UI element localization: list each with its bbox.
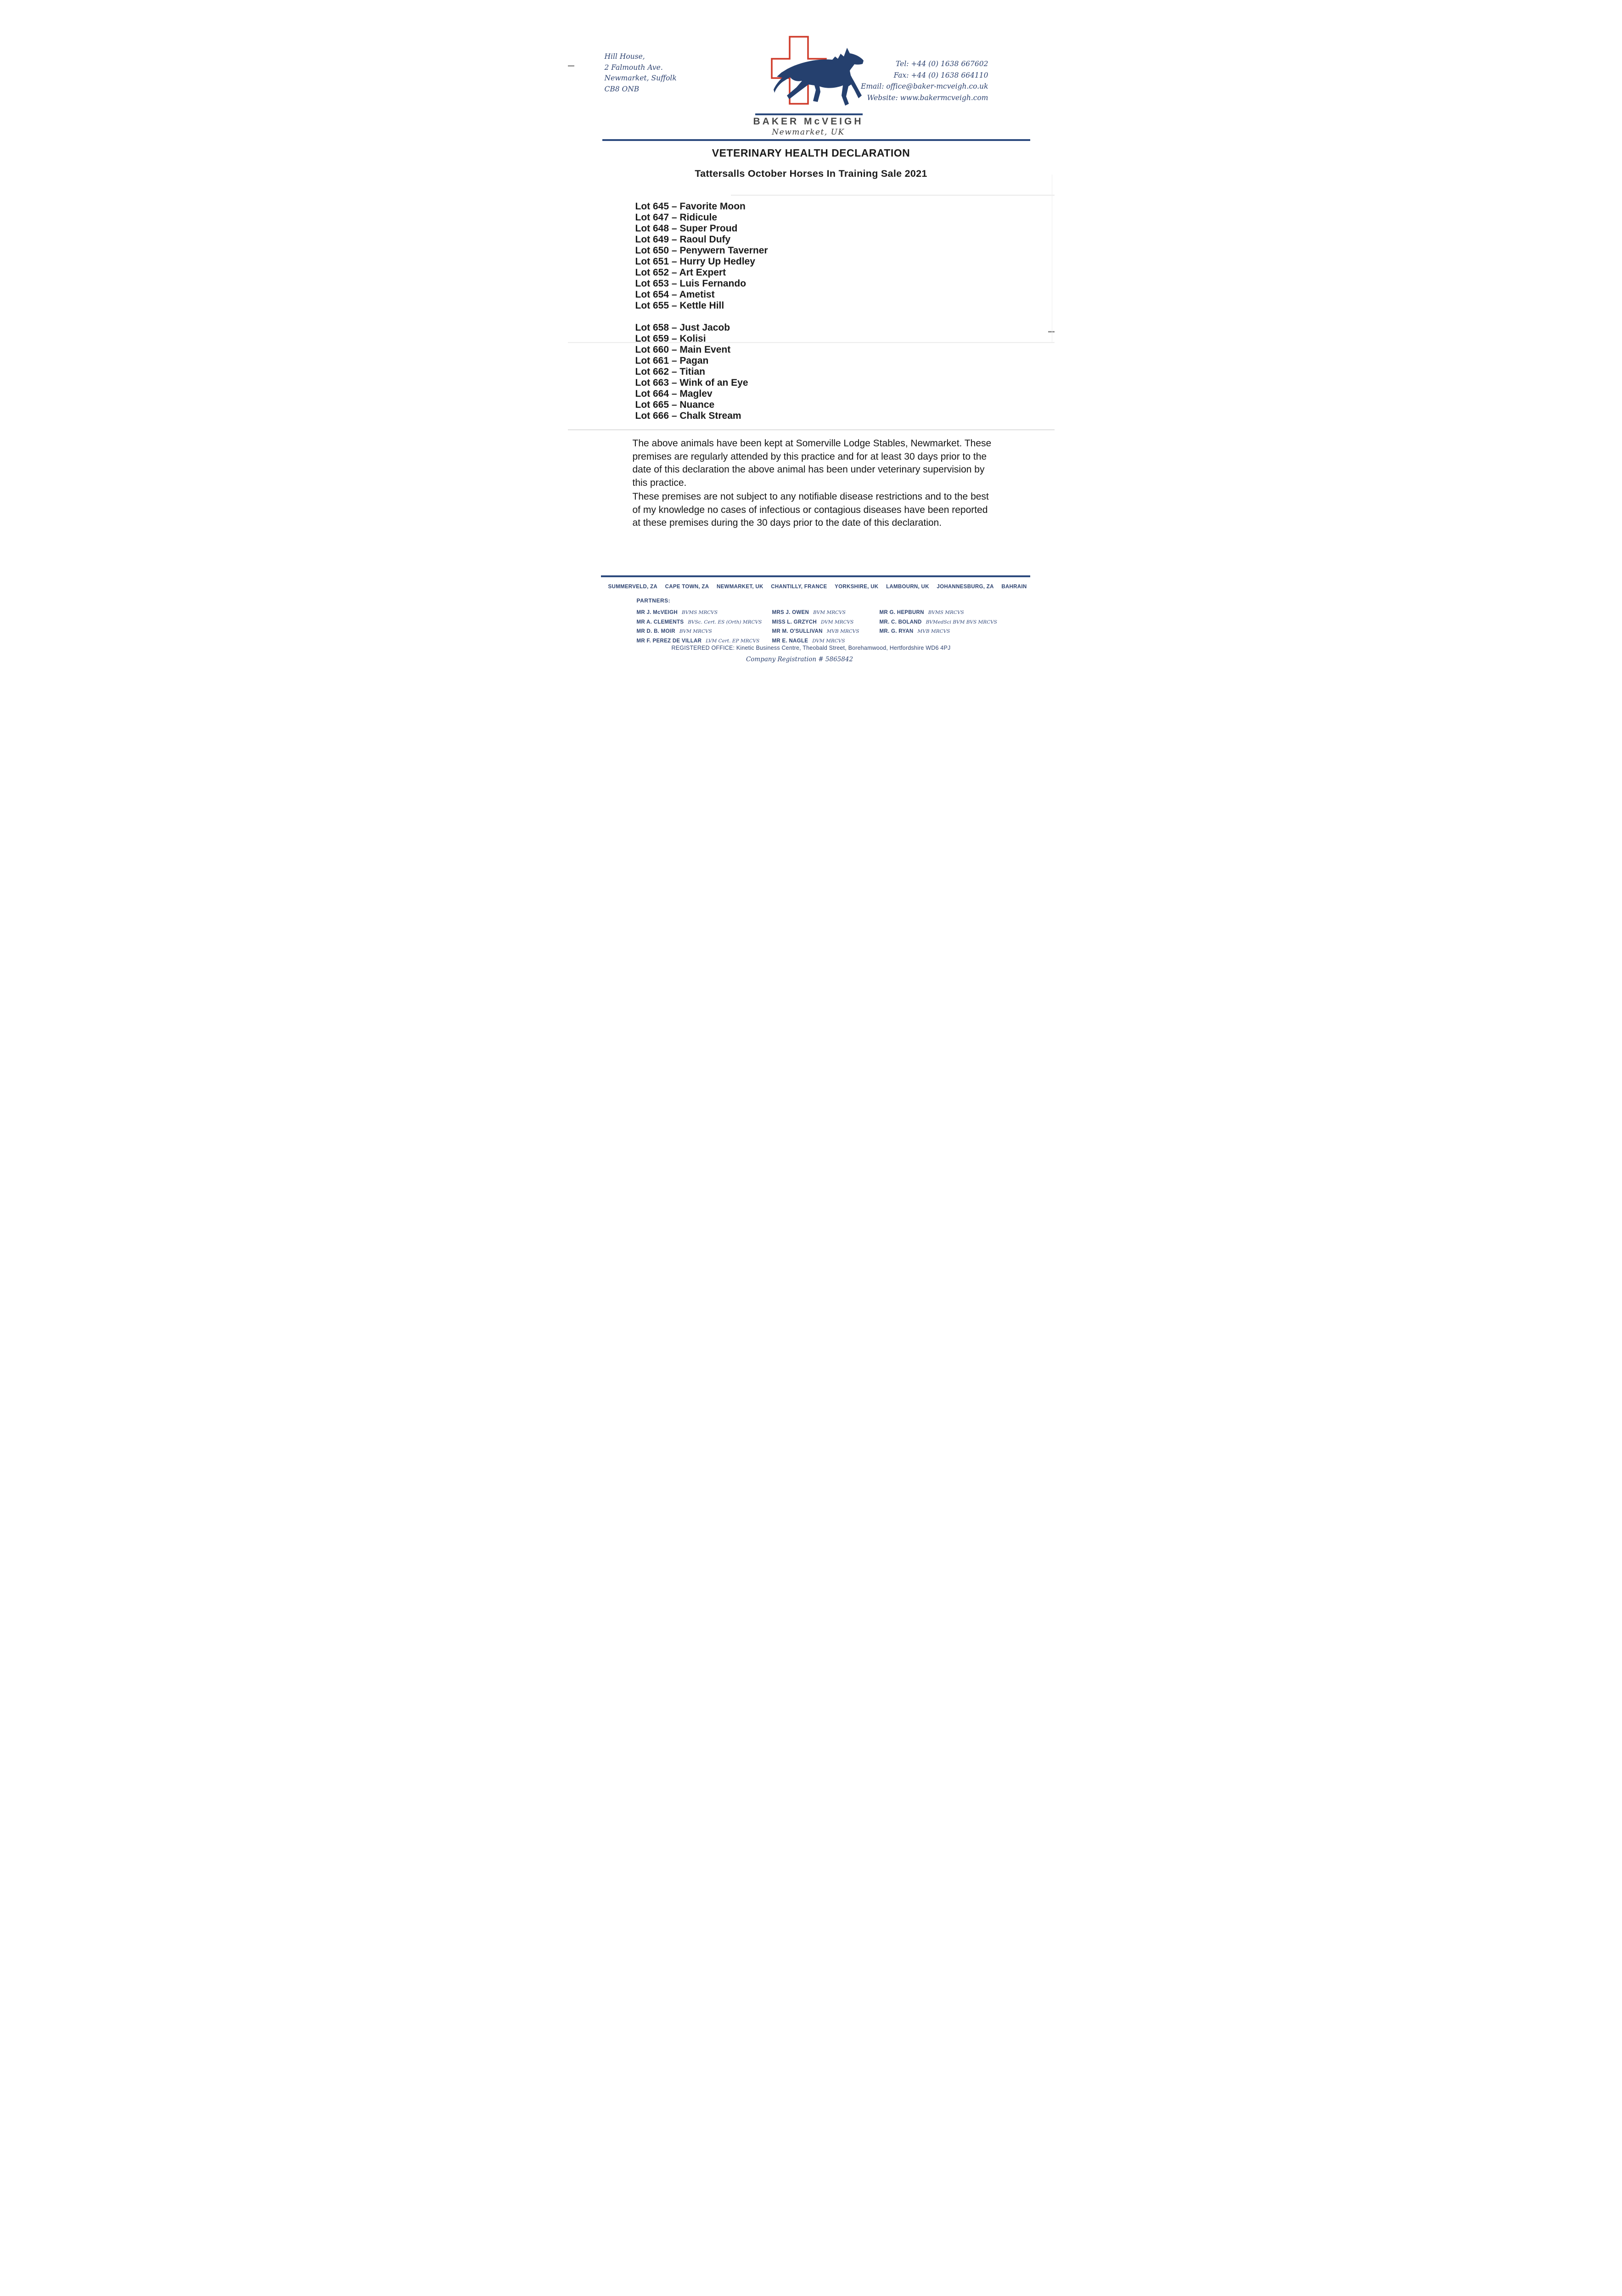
address-line: Newmarket, Suffolk — [604, 74, 677, 82]
partner-qualifications: BVM MRCVS — [813, 610, 846, 615]
partner-row — [880, 619, 998, 629]
paragraph-line: date of this declaration the above animal has been under veterinary supervision by — [632, 464, 985, 475]
lot-line: Lot 645 – Favorite Moon — [635, 201, 746, 212]
sender-address — [605, 51, 677, 95]
partner-qualifications: BVM MRCVS — [679, 629, 712, 634]
partner-row — [637, 610, 762, 619]
scan-edge-mark — [568, 65, 574, 67]
lot-line: Lot 666 – Chalk Stream — [635, 411, 741, 421]
partner-name: MRS J. OWEN — [772, 610, 809, 615]
lot-line: Lot 649 – Raoul Dufy — [635, 234, 731, 245]
partner-name: MR. G. RYAN — [879, 629, 914, 634]
lot-line: Lot 653 – Luis Fernando — [635, 278, 746, 289]
contact-line: Fax: +44 (0) 1638 664110 — [893, 71, 988, 79]
partner-name: MR F. PEREZ DE VILLAR — [636, 638, 702, 644]
paragraph-line: premises are regularly attended by this practice and for at least 30 days prior to the — [632, 451, 987, 462]
paragraph-line: this practice. — [632, 477, 687, 488]
contact-line: Email: office@baker-mcveigh.co.uk — [861, 82, 988, 90]
logo-underline — [755, 113, 863, 115]
logo-wordmark: BAKER McVEIGH — [753, 116, 864, 127]
location-item: NEWMARKET, UK — [716, 584, 763, 590]
footer-rule — [601, 575, 1030, 577]
lot-line: Lot 650 – Penywern Taverner — [635, 245, 768, 256]
partner-name: MR M. O'SULLIVAN — [772, 629, 823, 634]
location-item: BAHRAIN — [1001, 584, 1027, 590]
partner-name: MR D. B. MOIR — [636, 629, 675, 634]
lot-line: Lot 648 – Super Proud — [635, 223, 738, 234]
paragraph-line: of my knowledge no cases of infectious or contagious diseases have been reported — [632, 504, 988, 515]
partner-name: MISS L. GRZYCH — [772, 619, 817, 625]
lot-line: Lot 665 – Nuance — [635, 400, 715, 410]
document-title: VETERINARY HEALTH DECLARATION — [712, 147, 910, 159]
location-item: SUMMERVELD, ZA — [608, 584, 657, 590]
partner-qualifications: BVSc. Cert. ES (Orth) MRCVS — [688, 619, 762, 625]
company-registration: Company Registration # 5865842 — [746, 656, 853, 663]
location-item: CAPE TOWN, ZA — [665, 584, 709, 590]
lot-line: Lot 651 – Hurry Up Hedley — [635, 256, 755, 267]
partner-name: MR. C. BOLAND — [879, 619, 922, 625]
lot-line: Lot 662 – Titian — [635, 366, 705, 377]
partner-qualifications: LVM Cert. EP MRCVS — [706, 638, 760, 644]
partner-row — [637, 619, 762, 629]
lot-line: Lot 652 – Art Expert — [635, 267, 726, 278]
galloping-horse-icon — [774, 46, 865, 115]
contact-line: Tel: +44 (0) 1638 667602 — [896, 60, 988, 68]
partner-qualifications: MVB MRCVS — [826, 629, 859, 634]
contact-details — [861, 58, 988, 103]
contact-line: Website: www.bakermcveigh.com — [867, 93, 988, 102]
registered-office: REGISTERED OFFICE: Kinetic Business Centre, Theobald Street, Borehamwood, Hertfordshire WD6 4PJ — [671, 645, 951, 651]
partner-name: MR A. CLEMENTS — [636, 619, 684, 625]
partner-row — [880, 610, 998, 619]
scan-artifact-line — [568, 429, 1055, 430]
partners-label: PARTNERS: — [636, 597, 671, 604]
location-item: CHANTILLY, FRANCE — [771, 584, 827, 590]
paragraph-line: The above animals have been kept at Somerville Lodge Stables, Newmarket. These — [632, 438, 992, 449]
scanned-document-page — [568, 0, 1055, 689]
location-item: JOHANNESBURG, ZA — [937, 584, 994, 590]
partners-column-1 — [637, 610, 762, 647]
partner-qualifications: BVMS MRCVS — [928, 610, 964, 615]
scan-artifact-line — [731, 195, 1055, 196]
partners-column-2 — [772, 610, 859, 647]
address-line: CB8 ONB — [604, 84, 640, 93]
location-item: LAMBOURN, UK — [886, 584, 929, 590]
partner-qualifications: DVM MRCVS — [812, 638, 845, 644]
lot-line: Lot 663 – Wink of an Eye — [635, 377, 748, 388]
partner-row — [880, 629, 998, 638]
lot-line: Lot 654 – Ametist — [635, 289, 715, 300]
lot-line: Lot 659 – Kolisi — [635, 333, 706, 344]
partners-column-3 — [880, 610, 998, 638]
declaration-paragraph-1 — [633, 437, 1000, 490]
document-subtitle: Tattersalls October Horses In Training Sale 2021 — [695, 168, 927, 179]
partner-name: MR E. NAGLE — [772, 638, 808, 644]
location-item: YORKSHIRE, UK — [835, 584, 879, 590]
paragraph-line: These premises are not subject to any notifiable disease restrictions and to the best — [632, 491, 989, 502]
partner-row — [772, 629, 859, 638]
lot-line: Lot 658 – Just Jacob — [635, 322, 730, 333]
lot-line: Lot 664 – Maglev — [635, 388, 713, 399]
scan-edge-mark — [1048, 331, 1055, 332]
partner-qualifications: MVB MRCVS — [917, 629, 950, 634]
lot-line: Lot 661 – Pagan — [635, 355, 709, 366]
lot-list-group-2 — [635, 322, 748, 422]
paragraph-line: at these premises during the 30 days prior to the date of this declaration. — [632, 518, 942, 528]
header-rule — [602, 139, 1030, 141]
lot-list-group-1 — [635, 201, 768, 311]
lot-line: Lot 647 – Ridicule — [635, 212, 718, 223]
partner-row — [772, 610, 859, 619]
partner-name: MR G. HEPBURN — [879, 610, 924, 615]
practice-locations — [608, 584, 1027, 590]
declaration-paragraph-2 — [633, 490, 1000, 530]
partner-qualifications: BVMedSci BVM BVS MRCVS — [926, 619, 998, 625]
address-line: 2 Falmouth Ave. — [604, 63, 663, 72]
partner-name: MR J. McVEIGH — [636, 610, 678, 615]
partner-qualifications: BVMS MRCVS — [682, 610, 718, 615]
logo-location: Newmarket, UK — [772, 128, 845, 137]
partner-row — [772, 619, 859, 629]
partner-qualifications: DVM MRCVS — [820, 619, 854, 625]
partner-row — [637, 629, 762, 638]
lot-line: Lot 660 – Main Event — [635, 344, 731, 355]
lot-line: Lot 655 – Kettle Hill — [635, 300, 724, 311]
address-line: Hill House, — [604, 52, 645, 61]
